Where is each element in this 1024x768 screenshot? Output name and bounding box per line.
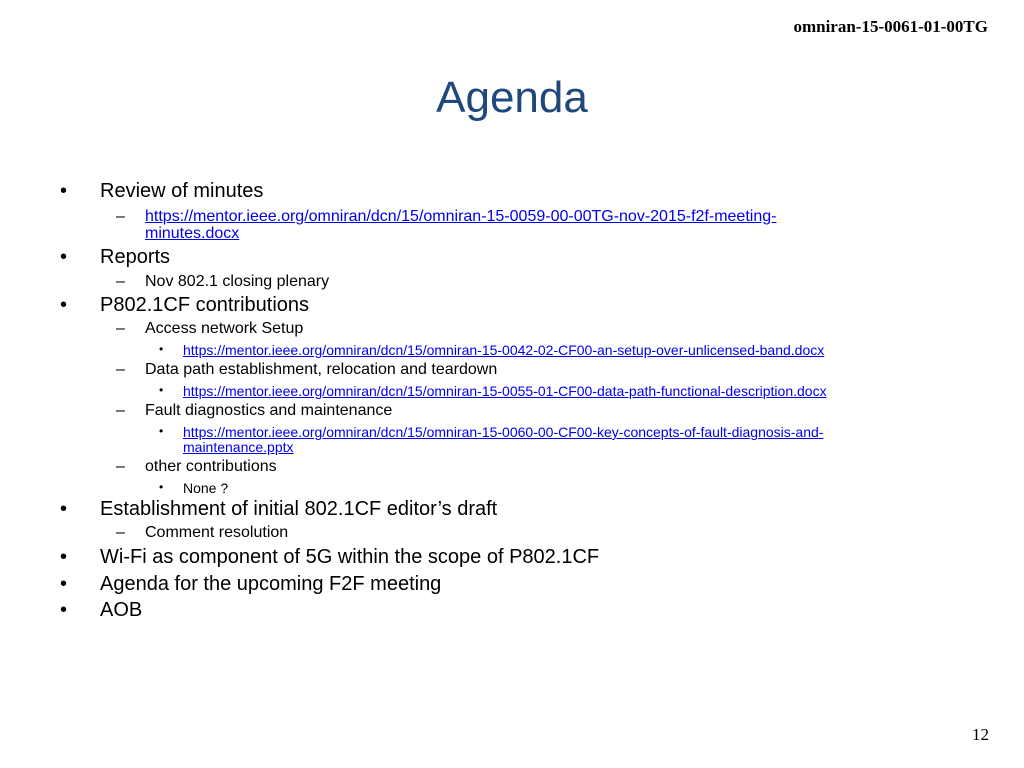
data-path-link[interactable]: https://mentor.ieee.org/omniran/dcn/15/omniran-15-0055-01-CF00-data-path-functional-description.docx <box>183 383 827 399</box>
agenda-item-text: Agenda for the upcoming F2F meeting <box>100 573 442 595</box>
bullet-marker: • <box>60 294 68 316</box>
agenda-item-text: Wi-Fi as component of 5G within the scope of P802.1CF <box>100 546 600 568</box>
dash-marker: – <box>116 524 125 541</box>
dash-marker: – <box>116 273 125 290</box>
bullet-marker: • <box>159 383 164 397</box>
agenda-subitem-text: Comment resolution <box>145 524 289 541</box>
agenda-item-text: Reports <box>100 246 171 268</box>
slide-title: Agenda <box>436 73 588 122</box>
agenda-item-text: P802.1CF contributions <box>100 294 310 316</box>
agenda-subitem-text: Access network Setup <box>145 320 304 337</box>
bullet-marker: • <box>159 480 164 494</box>
dash-marker: – <box>116 402 125 419</box>
dash-marker: – <box>116 458 125 475</box>
agenda-subitem-text: Nov 802.1 closing plenary <box>145 273 330 290</box>
bullet-marker: • <box>159 424 164 438</box>
bullet-marker: • <box>60 246 68 268</box>
minutes-link[interactable]: https://mentor.ieee.org/omniran/dcn/15/omniran-15-0059-00-00TG-nov-2015-f2f-meeting- <box>145 208 777 225</box>
agenda-subitem-text: Fault diagnostics and maintenance <box>145 402 393 419</box>
bullet-marker: • <box>60 180 68 202</box>
agenda-subsubitem-text: None ? <box>183 480 229 496</box>
bullet-marker: • <box>60 498 68 520</box>
bullet-marker: • <box>60 599 68 621</box>
bullet-marker: • <box>60 546 68 568</box>
agenda-subitem-text: Data path establishment, relocation and teardown <box>145 361 498 378</box>
minutes-link-continued[interactable]: minutes.docx <box>145 225 240 242</box>
dash-marker: – <box>116 208 125 225</box>
agenda-item-text: Establishment of initial 802.1CF editor’s draft <box>100 498 498 520</box>
fault-diagnosis-link-continued[interactable]: maintenance.pptx <box>183 439 294 455</box>
page-number: 12 <box>972 725 989 744</box>
bullet-marker: • <box>60 573 68 595</box>
agenda-item-text: AOB <box>100 599 143 621</box>
dash-marker: – <box>116 361 125 378</box>
agenda-item-text: Review of minutes <box>100 180 264 202</box>
dash-marker: – <box>116 320 125 337</box>
fault-diagnosis-link[interactable]: https://mentor.ieee.org/omniran/dcn/15/omniran-15-0060-00-CF00-key-concepts-of-fault-diagnosis-and- <box>183 424 824 440</box>
bullet-marker: • <box>159 342 164 356</box>
an-setup-link[interactable]: https://mentor.ieee.org/omniran/dcn/15/omniran-15-0042-02-CF00-an-setup-over-unlicensed-band.docx <box>183 342 825 358</box>
document-id: omniran-15-0061-01-00TG <box>793 17 988 36</box>
agenda-subitem-text: other contributions <box>145 458 277 475</box>
